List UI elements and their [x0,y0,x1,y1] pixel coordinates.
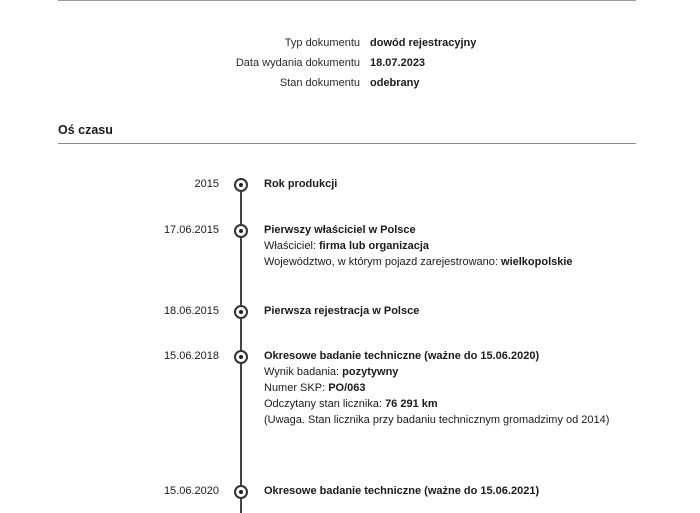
event-title: Rok produkcji [264,178,338,190]
result-value: pozytywny [342,366,399,378]
timeline-dot-icon [234,178,248,192]
timeline-dot-icon [234,305,248,319]
event-body [264,176,644,192]
timeline-dot-icon [234,224,248,238]
odometer-note: (Uwaga. Stan licznika przy badaniu technicznym gromadzimy od 2014) [264,414,610,426]
event-date: 15.06.2020 [163,485,219,497]
document-type-value: dowód rejestracyjny [370,37,477,49]
event-body [264,348,644,428]
odometer-value: 76 291 km [385,398,438,410]
event-title: Okresowe badanie techniczne (ważne do 15.06.2021) [264,485,540,497]
timeline-dot-icon [234,485,248,499]
odometer-line [264,396,644,412]
voivodeship-value: wielkopolskie [501,256,573,268]
owner-line [264,238,644,254]
skp-line [264,380,644,396]
event-title: Pierwszy właściciel w Polsce [264,224,416,236]
voivodeship-line [264,254,644,270]
voivodeship-label: Województwo, w którym pojazd zarejestrowano: [264,256,502,268]
event-body [264,303,644,319]
issue-date-label: Data wydania dokumentu [235,57,360,69]
document-status-value: odebrany [370,77,420,89]
skp-label: Numer SKP: [264,382,329,394]
event-title: Pierwsza rejestracja w Polsce [264,305,420,317]
event-date: 17.06.2015 [163,224,219,236]
timeline-title: Oś czasu [58,123,113,137]
event-title: Okresowe badanie techniczne (ważne do 15.06.2020) [264,350,540,362]
document-type-label: Typ dokumentu [284,37,360,49]
owner-value: firma lub organizacja [319,240,430,252]
timeline-dot-icon [234,350,248,364]
skp-value: PO/063 [328,382,366,394]
event-date: 18.06.2015 [163,305,219,317]
owner-label: Właściciel: [264,240,320,252]
event-body [264,483,644,499]
event-date: 2015 [194,178,219,190]
document-status-label: Stan dokumentu [279,77,360,89]
odometer-label: Odczytany stan licznika: [264,398,386,410]
event-date: 15.06.2018 [163,350,219,362]
issue-date-value: 18.07.2023 [370,57,426,69]
event-body [264,222,644,270]
result-label: Wynik badania: [264,366,343,378]
result-line [264,364,644,380]
